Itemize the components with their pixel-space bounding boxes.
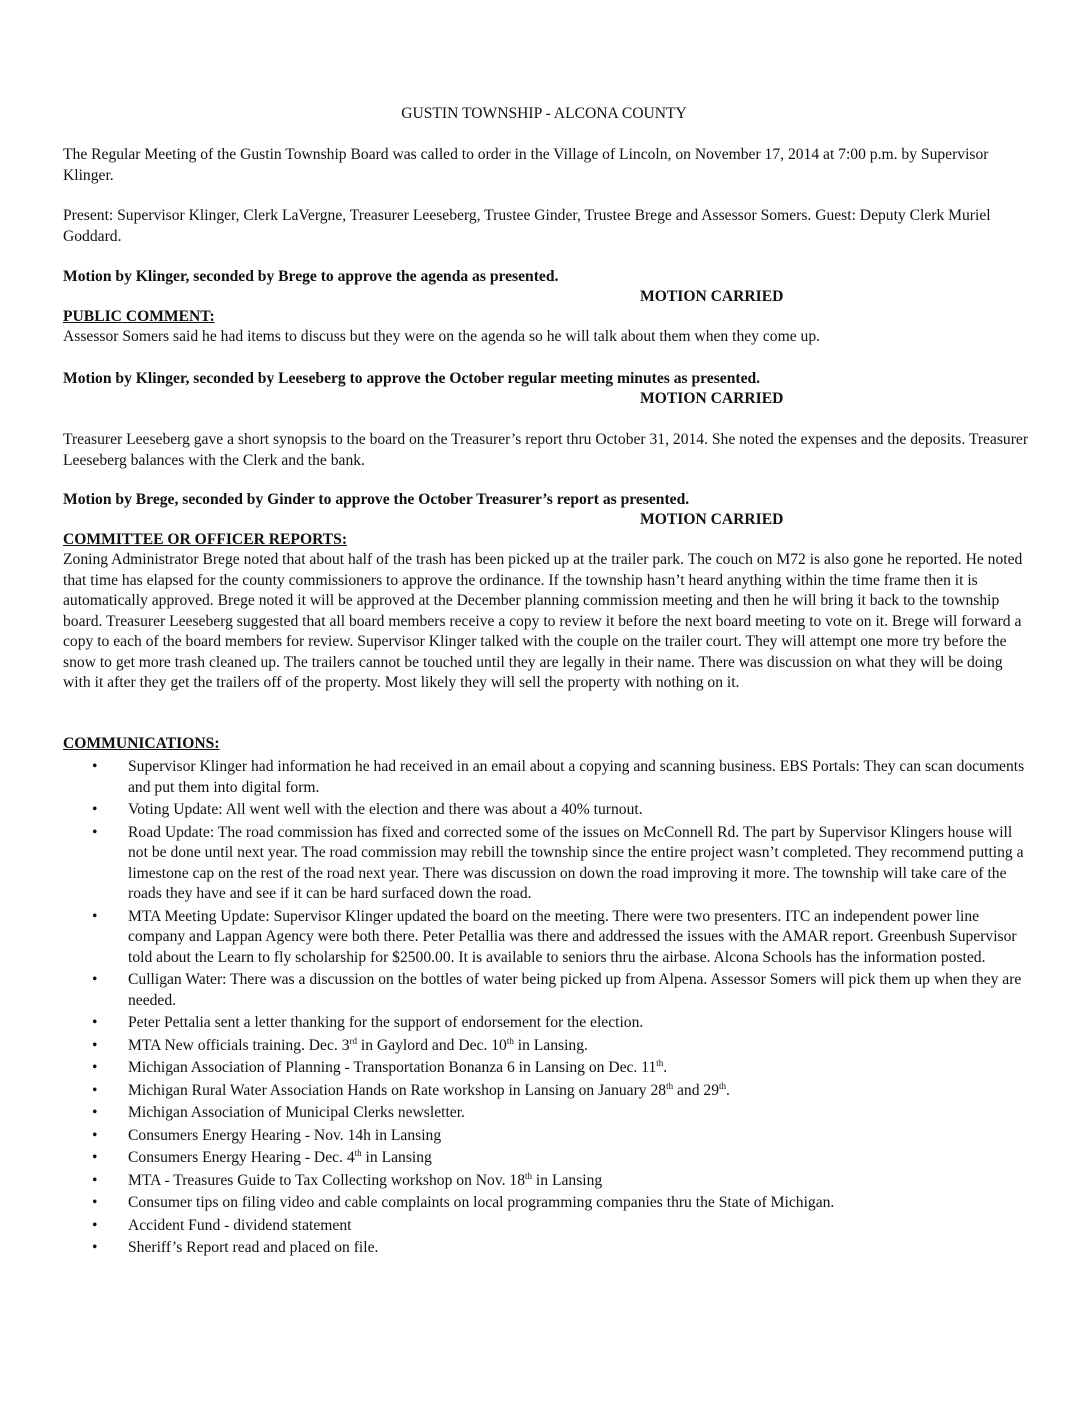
communications-heading: COMMUNICATIONS: <box>63 735 220 752</box>
motion-minutes: Motion by Klinger, seconded by Leeseberg to approve the October regular meeting minutes as presented. <box>63 370 761 387</box>
list-item: • Michigan Association of Municipal Clerks newsletter. <box>63 1103 1029 1124</box>
motion-treasurer: Motion by Brege, seconded by Ginder to approve the October Treasurer’s report as presented. <box>63 491 690 508</box>
motion-carried-minutes: MOTION CARRIED <box>640 390 784 407</box>
motion-carried-agenda: MOTION CARRIED <box>640 288 784 305</box>
committee-heading: COMMITTEE OR OFFICER REPORTS: <box>63 531 348 548</box>
list-item: • Michigan Association of Planning - Transportation Bonanza 6 in Lansing on Dec. 11th. <box>63 1058 1029 1079</box>
public-comment-text: Assessor Somers said he had items to discuss but they were on the agenda so he will talk about them when they come up. <box>63 328 821 345</box>
document-title: GUSTIN TOWNSHIP - ALCONA COUNTY <box>401 105 687 122</box>
bullet-glyph: • <box>92 823 98 841</box>
present-paragraph: Present: Supervisor Klinger, Clerk LaVergne, Treasurer Leeseberg, Trustee Ginder, Trustee Brege and Assessor Somers. Guest: Deputy Clerk Muriel Goddard. <box>63 207 991 245</box>
list-item: • MTA New officials training. Dec. 3rd in Gaylord and Dec. 10th in Lansing. <box>63 1036 1029 1057</box>
public-comment-heading: PUBLIC COMMENT: <box>63 308 215 325</box>
bullet-glyph: • <box>92 1149 98 1166</box>
bullet-glyph: • <box>92 1081 98 1099</box>
bullet-glyph: • <box>92 1059 98 1076</box>
bullet-glyph: • <box>92 1171 98 1189</box>
intro-paragraph: The Regular Meeting of the Gustin Township Board was called to order in the Village of Lincoln, on November 17, 2014 at 7:00 p.m. by Supervisor Klinger. <box>63 146 989 184</box>
list-item: • Sheriff’s Report read and placed on file. <box>63 1238 1029 1259</box>
bullet-glyph: • <box>92 1104 98 1121</box>
bullet-glyph: • <box>92 758 98 775</box>
list-item: • Consumers Energy Hearing - Nov. 14h in Lansing <box>63 1126 1029 1147</box>
bullet-glyph: • <box>92 1014 98 1031</box>
list-item: • MTA Meeting Update: Supervisor Klinger updated the board on the meeting. There were two presenters. ITC an independent power line company and Lappan Agency were both there. Peter Petallia was there and addressed the issues with the AMAR report. Greenbush Supervisor told about the Learn to fly scholarship for $2500.00. It is available to seniors thru the airbase. Alcona Schools has the information posted. <box>92 907 1017 966</box>
motion-carried-treasurer: MOTION CARRIED <box>640 511 784 528</box>
list-item: • MTA - Treasures Guide to Tax Collecting workshop on Nov. 18th in Lansing <box>63 1171 1029 1192</box>
list-item: • Supervisor Klinger had information he had received in an email about a copying and scanning business. EBS Portals: They can scan documents and put them into digital form. <box>92 758 1025 796</box>
treasurer-report-paragraph: Treasurer Leeseberg gave a short synopsis to the board on the Treasurer’s report thru October 31, 2014. She noted the expenses and the deposits. Treasurer Leeseberg balances with the Clerk and the bank. <box>63 431 1029 469</box>
bullet-glyph: • <box>92 1126 98 1144</box>
list-item: • Accident Fund - dividend statement <box>63 1216 1029 1237</box>
list-item: • Consumers Energy Hearing - Dec. 4th in Lansing <box>63 1148 1029 1169</box>
bullet-glyph: • <box>92 971 98 988</box>
communications-list <box>63 757 1029 1261</box>
motion-agenda: Motion by Klinger, seconded by Brege to approve the agenda as presented. <box>63 268 559 285</box>
bullet-glyph: • <box>92 1036 98 1054</box>
list-item: • Road Update: The road commission has fixed and corrected some of the issues on McConnell Rd. The part by Supervisor Klingers house will not be done until next year. The road commission may rebill the township since the entire project wasn’t completed. They recommend putting a limestone cap on the rest of the road next year. There was discussion on down the road improving it more. The township will take care of the roads they have and see if it can be hard surfaced down the road. <box>92 823 1024 902</box>
bullet-glyph: • <box>92 1239 98 1256</box>
list-item: • Consumer tips on filing video and cable complaints on local programming companies thru the State of Michigan. <box>63 1193 1029 1214</box>
bullet-glyph: • <box>92 801 98 818</box>
committee-paragraph: Zoning Administrator Brege noted that about half of the trash has been picked up at the trailer park. The couch on M72 is also gone he reported. He noted that time has elapsed for the county commissioners to approve the ordinance. If the township hasn’t heard anything within the time frame then it is automatically approved. Brege noted it will be approved at the December planning commission meeting and then he will bring it back to the township board. Treasurer Leeseberg suggested that all board members receive a copy to review it before the next board meeting to vote on it. Brege will forward a copy to each of the board members for review. Supervisor Klinger talked with the couple on the trailer court. They will attempt one more try before the snow to get more trash cleaned up. The trailers cannot be touched until they are legally in their name. There was discussion on what they will be doing with it after they get the trailers off of the property. Most likely they will sell the property with nothing on it. <box>63 551 1023 691</box>
list-item: • Peter Pettalia sent a letter thanking for the support of endorsement for the election. <box>63 1013 1029 1034</box>
list-item: • Culligan Water: There was a discussion on the bottles of water being picked up from Alpena. Assessor Somers will pick them up when they are needed. <box>92 971 1022 1009</box>
bullet-glyph: • <box>92 1194 98 1211</box>
bullet-glyph: • <box>92 907 98 925</box>
list-item: • Michigan Rural Water Association Hands on Rate workshop in Lansing on January 28th and 29th. <box>63 1081 1029 1102</box>
bullet-glyph: • <box>92 1216 98 1234</box>
list-item: • Voting Update: All went well with the election and there was about a 40% turnout. <box>63 800 1029 821</box>
